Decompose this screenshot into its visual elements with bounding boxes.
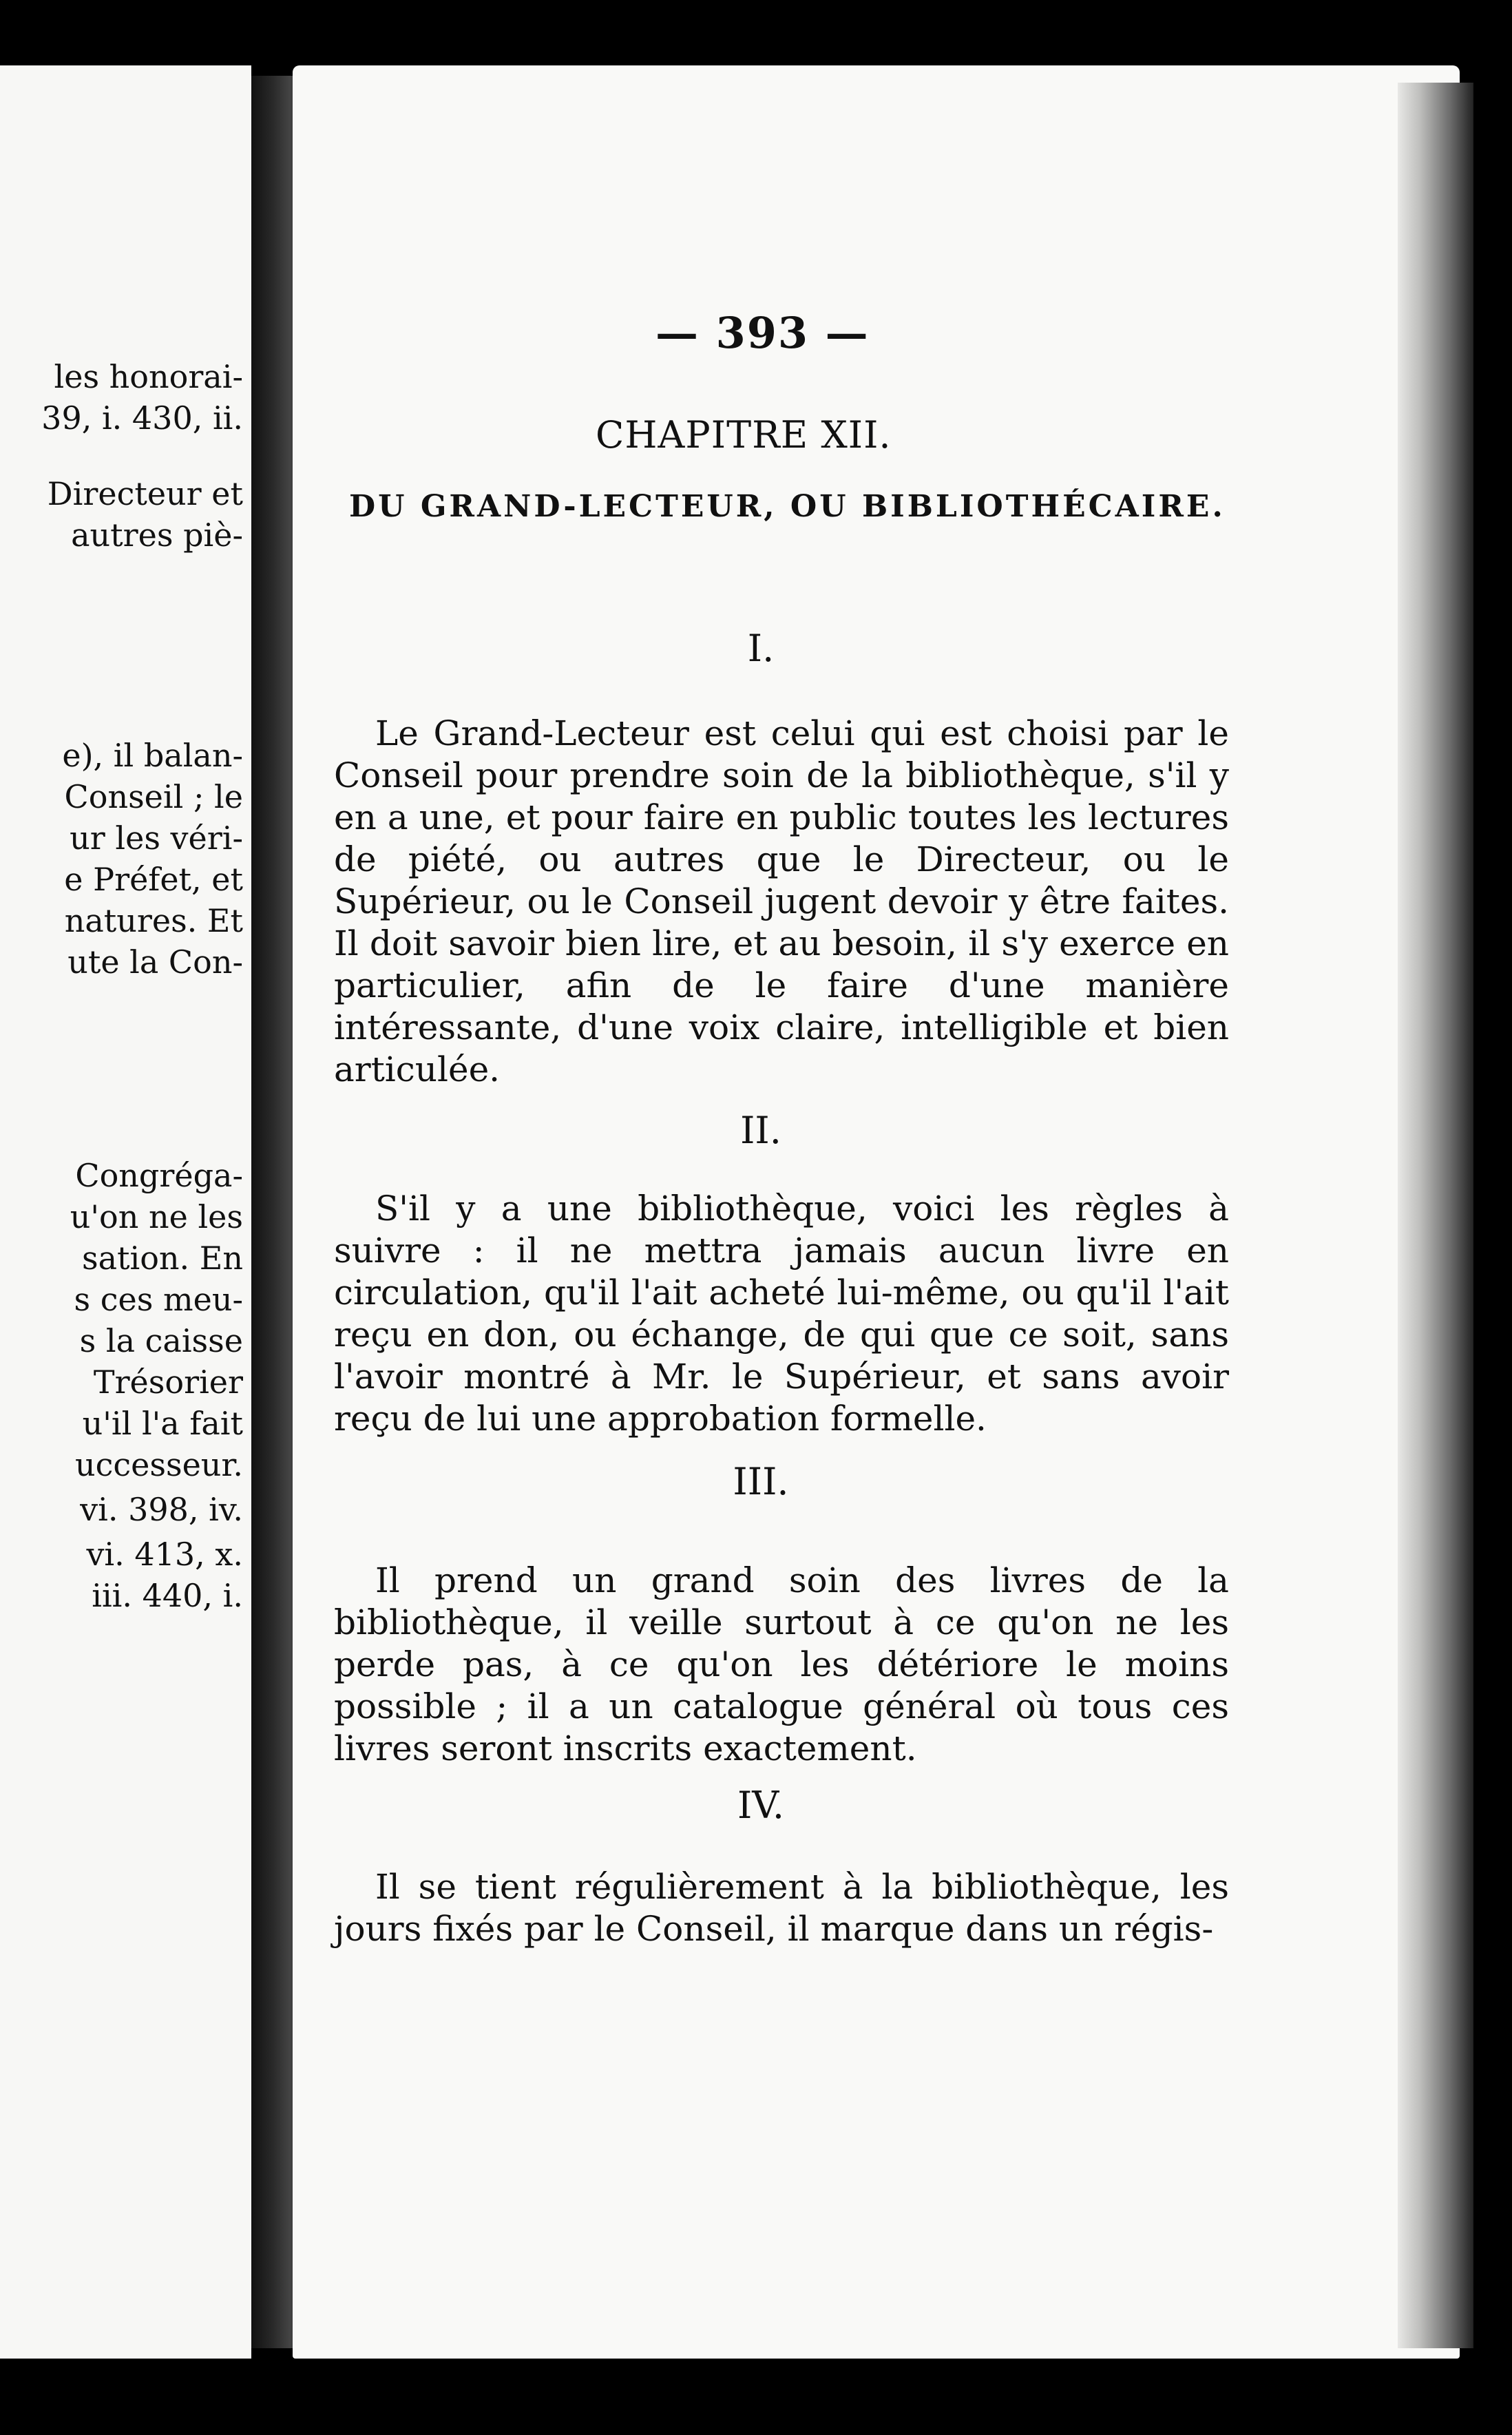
left-page-line: les honorai- bbox=[54, 358, 243, 395]
left-page-line: 39, i. 430, ii. bbox=[41, 399, 243, 437]
page-number: — 393 — bbox=[655, 308, 870, 358]
chapter-title: CHAPITRE XII. bbox=[596, 413, 892, 457]
left-page-line: Trésorier bbox=[93, 1363, 243, 1401]
left-page-line: Directeur et bbox=[47, 475, 243, 512]
section-paragraph-3: Il prend un grand soin des livres de la bibliothèque, il veille surtout à ce qu'on ne les perde pas, à ce qu'on les détériore le moins possible ; il a un catalogue général où tous ces livres seront inscrits exactement. bbox=[334, 1560, 1229, 1768]
left-page-line: autres piè- bbox=[71, 516, 243, 554]
section-number-4: IV. bbox=[737, 1784, 785, 1827]
left-page-line: ute la Con- bbox=[67, 943, 243, 981]
left-page-line: s ces meu- bbox=[74, 1281, 243, 1318]
left-page-line: e), il balan- bbox=[62, 737, 243, 774]
left-page-line: vi. 413, x. bbox=[86, 1536, 243, 1573]
left-page-line: vi. 398, iv. bbox=[80, 1491, 243, 1528]
section-number-3: III. bbox=[733, 1460, 789, 1503]
left-page-line: u'il l'a fait bbox=[82, 1405, 243, 1442]
page-edge-shadow bbox=[1398, 83, 1473, 2348]
left-facing-page bbox=[0, 65, 251, 2359]
left-page-line: Congréga- bbox=[75, 1157, 243, 1194]
section-number-2: II. bbox=[740, 1109, 781, 1152]
left-page-line: uccesseur. bbox=[75, 1446, 243, 1483]
left-page-line: e Préfet, et bbox=[64, 861, 243, 898]
chapter-subtitle: DU GRAND-LECTEUR, OU BIBLIOTHÉCAIRE. bbox=[349, 489, 1226, 524]
section-paragraph-1: Le Grand-Lecteur est celui qui est choisi par le Conseil pour prendre soin de la bibliothèque, s'il y en a une, et pour faire en public toutes les lectures de piété, ou autres que le Directeur, ou le Supérieur, ou le Conseil jugent devoir y être faites. Il doit savoir bien lire, et au besoin, il s'y exerce en particulier, afin de le faire d'une manière intéressante, d'une voix claire, intelligible et bien articulée. bbox=[334, 713, 1229, 1089]
left-page-line: u'on ne les bbox=[70, 1198, 243, 1235]
section-paragraph-4: Il se tient régulièrement à la bibliothèque, les jours fixés par le Conseil, il marque dans un régis- bbox=[334, 1867, 1229, 1949]
right-page bbox=[293, 65, 1460, 2359]
left-page-line: iii. 440, i. bbox=[92, 1577, 243, 1614]
section-paragraph-2: S'il y a une bibliothèque, voici les règles à suivre : il ne mettra jamais aucun livre en circulation, qu'il l'ait acheté lui-même, ou qu'il l'ait reçu en don, ou échange, de qui que ce soit, sans l'avoir montré à Mr. le Supérieur, et sans avoir reçu de lui une approbation formelle. bbox=[334, 1189, 1229, 1439]
left-page-line: sation. En bbox=[82, 1240, 243, 1277]
section-number-1: I. bbox=[747, 627, 775, 670]
left-page-line: Conseil ; le bbox=[64, 778, 243, 815]
left-page-line: natures. Et bbox=[64, 902, 243, 939]
left-page-line: ur les véri- bbox=[70, 819, 243, 857]
left-page-line: s la caisse bbox=[79, 1322, 243, 1359]
